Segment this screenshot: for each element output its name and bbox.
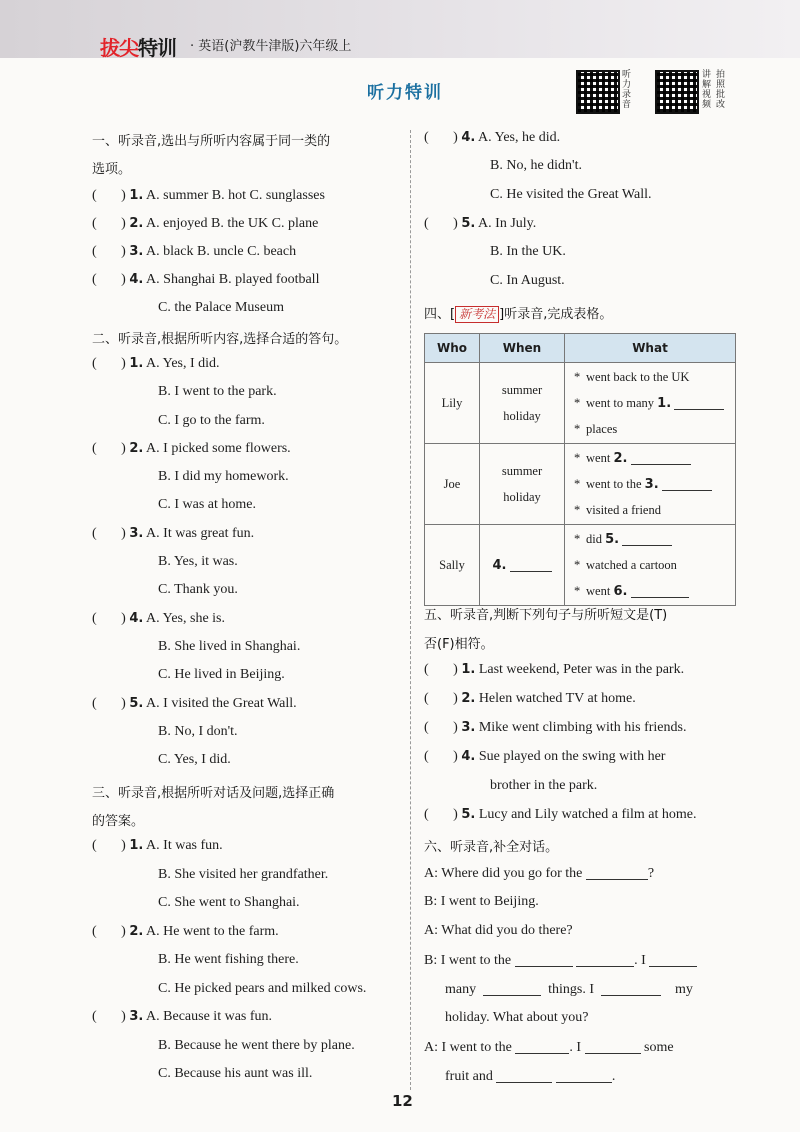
dialogue-line: A: Where did you go for the ? (424, 866, 655, 881)
cell-when: summer holiday (480, 363, 565, 444)
table-row (425, 363, 736, 444)
answer-blank[interactable] (586, 865, 648, 880)
qr-label-video: 讲解视频 (702, 70, 712, 110)
answer-blank[interactable] (585, 1039, 641, 1054)
page-number: 12 (392, 1092, 413, 1110)
answer-blank[interactable] (631, 583, 689, 598)
section-6-heading: 六、听录音,补全对话。 (424, 840, 559, 855)
dialogue-line: B: I went to the . I (424, 952, 697, 969)
brand-part1: 拔尖 (100, 36, 138, 60)
option-text: C. He picked pears and milked cows. (158, 981, 367, 996)
section-4-heading: 四、[ 新考法 ]听录音,完成表格。 (424, 307, 613, 322)
cell-what: * went 2. * went to the 3. * visited a friend (565, 444, 736, 525)
answer-blank[interactable] (515, 1039, 569, 1054)
cell-who: Lily (425, 363, 480, 444)
option-text: B. Because he went there by plane. (158, 1038, 355, 1053)
answer-blank[interactable] (662, 476, 712, 491)
book-title: · 英语(沪教牛津版)六年级上 (190, 39, 352, 54)
list-item: ( ) 2. A. He went to the farm. (92, 924, 279, 939)
dialogue-line: fruit and . (445, 1069, 616, 1084)
list-item: ( ) 4. Sue played on the swing with her (424, 749, 666, 764)
option-text: B. No, I don't. (158, 724, 238, 739)
table-row (425, 444, 736, 525)
dialogue-line: B: I went to Beijing. (424, 894, 539, 909)
answer-blank[interactable] (515, 952, 573, 967)
section-1-heading-cont: 选项。 (92, 162, 132, 177)
option-text: brother in the park. (490, 778, 598, 793)
dialogue-line: A: What did you do there? (424, 923, 573, 938)
list-item: ( ) 1. A. Yes, I did. (92, 356, 220, 371)
section-1-heading: 一、听录音,选出与所听内容属于同一类的 (92, 134, 331, 149)
option-text: B. He went fishing there. (158, 952, 299, 967)
option-text: C. Thank you. (158, 582, 238, 597)
option-text: B. In the UK. (490, 244, 566, 259)
col-header-who: Who (425, 334, 480, 363)
list-item: ( ) 2. A. enjoyed B. the UK C. plane (92, 216, 319, 231)
new-method-tag: 新考法 (455, 306, 499, 323)
answer-blank[interactable] (674, 395, 724, 410)
list-item: ( ) 4. A. Shanghai B. played football (92, 272, 320, 287)
answer-blank[interactable] (576, 952, 634, 967)
list-item: ( ) 3. A. It was great fun. (92, 526, 255, 541)
answer-blank[interactable] (601, 981, 661, 996)
answer-blank[interactable] (631, 450, 691, 465)
cell-what: * went back to the UK * went to many 1. * places (565, 363, 736, 444)
section-title: 听力特训 (367, 83, 443, 103)
answer-blank[interactable] (510, 557, 552, 572)
qr-code-icon[interactable] (576, 70, 620, 114)
section-5-heading-cont: 否(F)相符。 (424, 637, 494, 652)
answer-blank[interactable] (496, 1068, 552, 1083)
section-3-heading-cont: 的答案。 (92, 814, 145, 829)
list-item: ( ) 2. Helen watched TV at home. (424, 691, 636, 706)
option-text: C. He lived in Beijing. (158, 667, 285, 682)
col-header-when: When (480, 334, 565, 363)
section-3-heading: 三、听录音,根据所听对话及问题,选择正确 (92, 786, 335, 801)
option-text: C. Yes, I did. (158, 752, 231, 767)
list-item: ( ) 1. A. It was fun. (92, 838, 223, 853)
qr-label-audio: 听力录音 (622, 70, 632, 110)
option-text: C. In August. (490, 273, 565, 288)
list-item: ( ) 1. Last weekend, Peter was in the park. (424, 662, 685, 677)
list-item: ( ) 5. Lucy and Lily watched a film at home. (424, 807, 697, 822)
option-text: C. Because his aunt was ill. (158, 1066, 313, 1081)
answer-blank[interactable] (556, 1068, 612, 1083)
list-item: ( ) 4. A. Yes, she is. (92, 611, 226, 626)
option-text: C. I was at home. (158, 497, 256, 512)
cell-when: 4. (480, 525, 565, 606)
cell-what: * did 5. * watched a cartoon * went 6. (565, 525, 736, 606)
table-header-row (425, 334, 736, 363)
option-text: B. I went to the park. (158, 384, 277, 399)
option-text: C. I go to the farm. (158, 413, 265, 428)
col-header-what: What (565, 334, 736, 363)
dialogue-line: many things. I my (445, 982, 693, 997)
list-item: ( ) 1. A. summer B. hot C. sunglasses (92, 188, 325, 203)
dialogue-line: holiday. What about you? (445, 1010, 589, 1025)
info-table (424, 333, 736, 606)
option-text: C. She went to Shanghai. (158, 895, 300, 910)
option-text: C. the Palace Museum (158, 300, 284, 315)
section-2-heading: 二、听录音,根据所听内容,选择合适的答句。 (92, 332, 348, 347)
option-text: B. She visited her grandfather. (158, 867, 329, 882)
list-item: ( ) 4. A. Yes, he did. (424, 130, 561, 145)
option-text: B. She lived in Shanghai. (158, 639, 301, 654)
option-text: B. I did my homework. (158, 469, 289, 484)
cell-who: Sally (425, 525, 480, 606)
list-item: ( ) 3. A. Because it was fun. (92, 1009, 273, 1024)
table-row (425, 525, 736, 606)
list-item: ( ) 5. A. I visited the Great Wall. (92, 696, 297, 711)
brand-part2: 特训 (138, 36, 176, 60)
column-divider (410, 130, 411, 1090)
list-item: ( ) 2. A. I picked some flowers. (92, 441, 291, 456)
list-item: ( ) 3. Mike went climbing with his friends. (424, 720, 687, 735)
option-text: C. He visited the Great Wall. (490, 187, 652, 202)
answer-blank[interactable] (483, 981, 541, 996)
section-5-heading: 五、听录音,判断下列句子与所听短文是(T) (424, 608, 668, 623)
brand-logo (100, 32, 176, 61)
answer-blank[interactable] (649, 952, 697, 967)
qr-code-icon[interactable] (655, 70, 699, 114)
list-item: ( ) 3. A. black B. uncle C. beach (92, 244, 297, 259)
qr-label-photo: 拍照批改 (716, 70, 726, 110)
option-text: B. Yes, it was. (158, 554, 238, 569)
answer-blank[interactable] (622, 531, 672, 546)
list-item: ( ) 5. A. In July. (424, 216, 537, 231)
cell-when: summer holiday (480, 444, 565, 525)
cell-who: Joe (425, 444, 480, 525)
dialogue-line: A: I went to the . I some (424, 1040, 674, 1055)
option-text: B. No, he didn't. (490, 158, 582, 173)
